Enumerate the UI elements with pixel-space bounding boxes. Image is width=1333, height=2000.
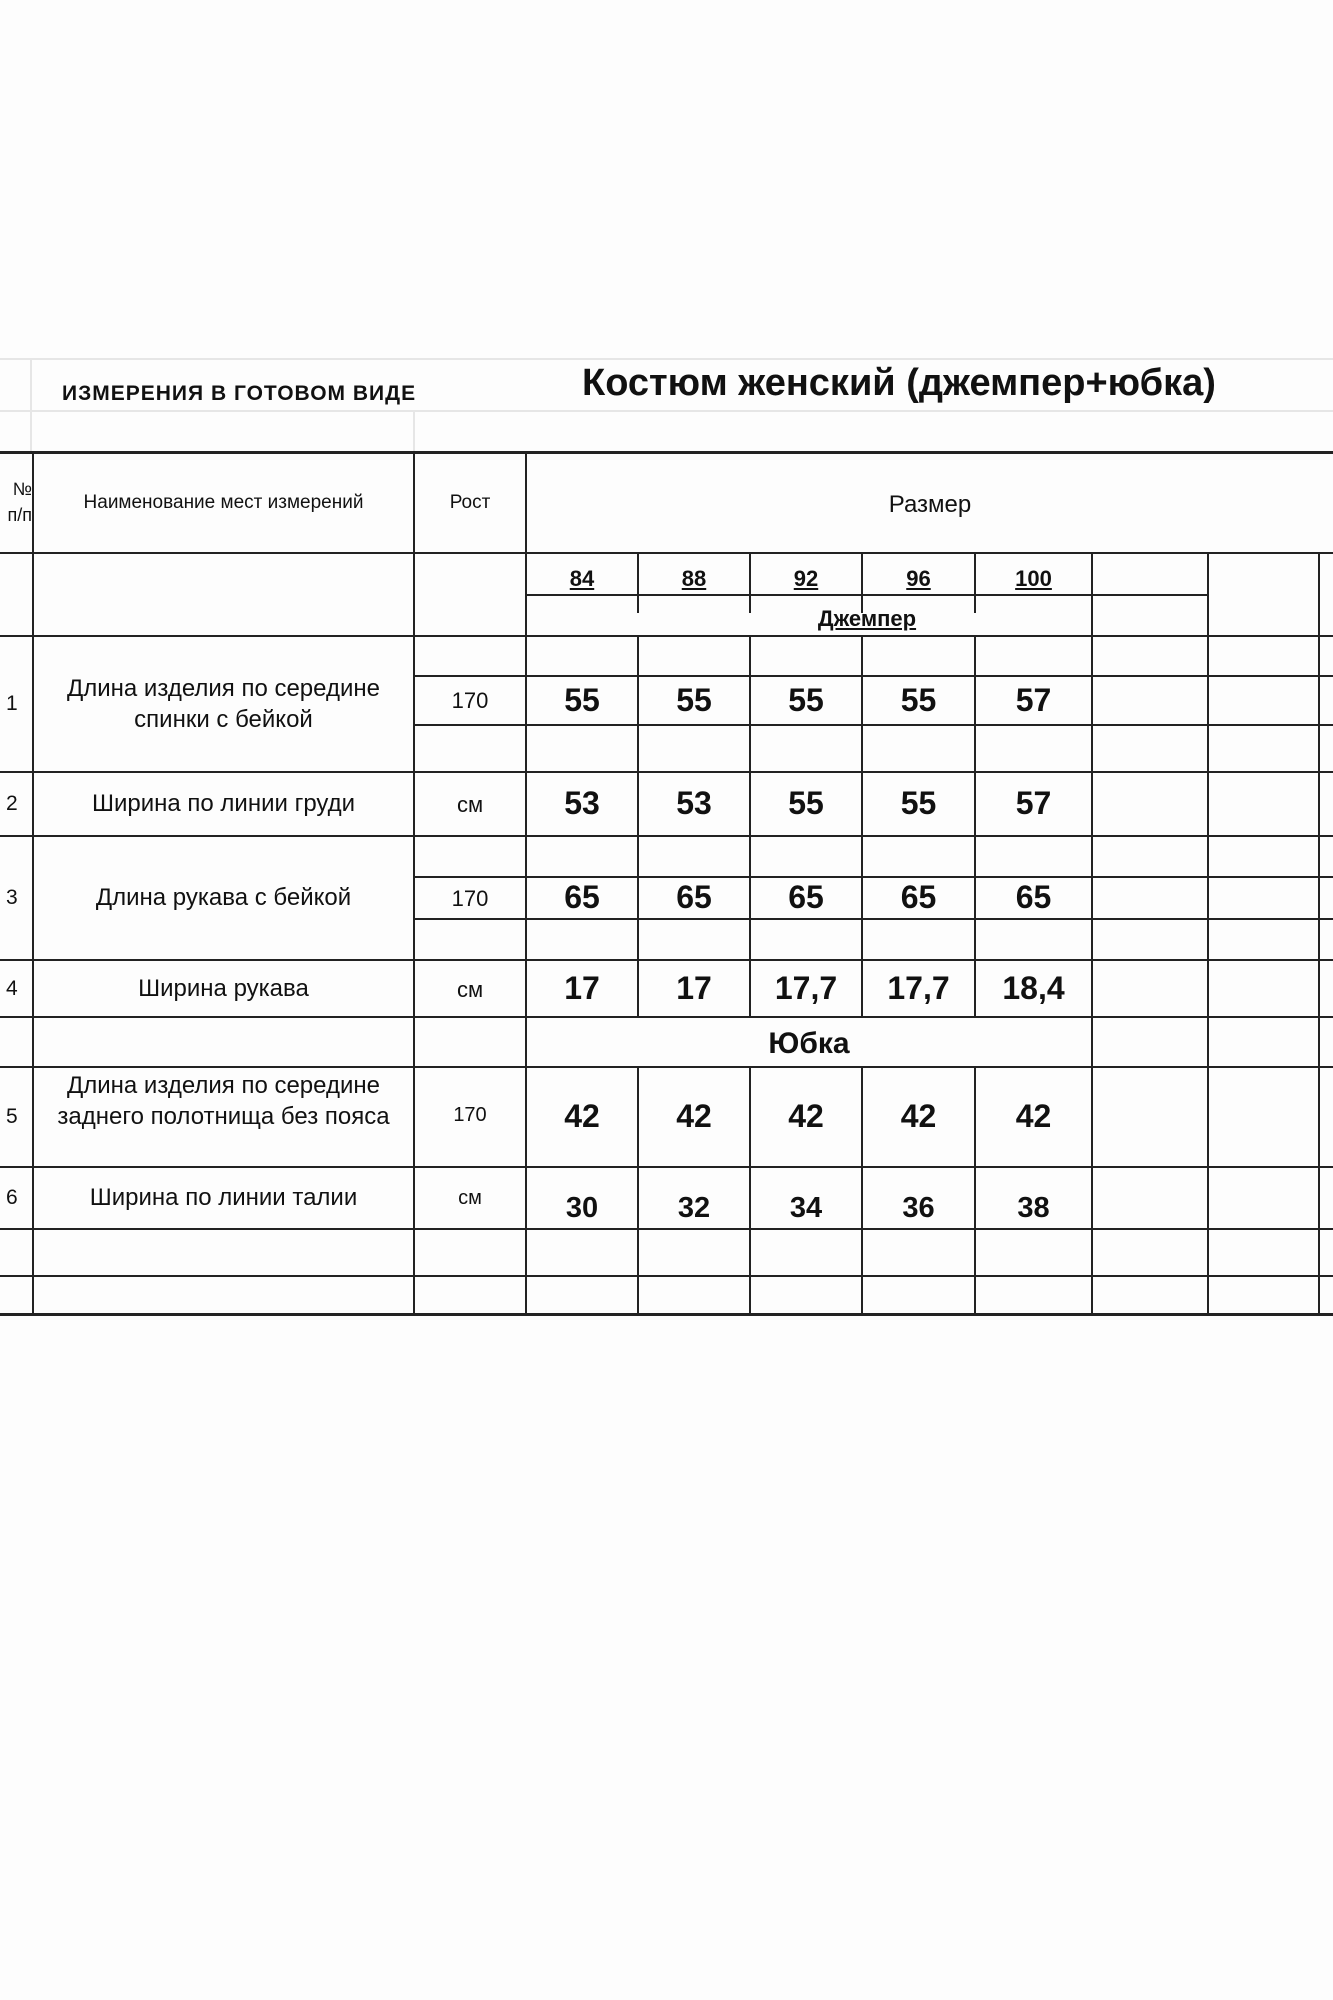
row-5-height: 170 bbox=[453, 1104, 487, 1126]
table-vline bbox=[1318, 552, 1320, 1315]
header-number-line2: п/п bbox=[7, 505, 32, 525]
row-2-value: 55 bbox=[900, 785, 937, 821]
row-3-value: 65 bbox=[788, 879, 824, 915]
row-6-value: 38 bbox=[1017, 1192, 1050, 1224]
table-hline bbox=[0, 959, 1333, 961]
row-1-name: Длина изделия по середине спинки с бейкой bbox=[67, 675, 380, 733]
row-5-number: 5 bbox=[6, 1105, 18, 1128]
row-5-value: 42 bbox=[900, 1098, 937, 1134]
table-hline bbox=[413, 918, 1333, 920]
row-3-name: Длина рукава с бейкой bbox=[95, 884, 352, 911]
row-3-value: 65 bbox=[564, 879, 600, 915]
row-5-value: 42 bbox=[564, 1098, 600, 1134]
table-vline bbox=[413, 451, 415, 1315]
table-hline bbox=[413, 675, 1333, 677]
row-5-value: 42 bbox=[788, 1098, 824, 1134]
row-6-number: 6 bbox=[6, 1186, 18, 1209]
row-3-value: 65 bbox=[676, 879, 712, 915]
table-hline bbox=[0, 1016, 1333, 1018]
sheet-gridline bbox=[30, 358, 32, 452]
row-1-number: 1 bbox=[6, 692, 18, 715]
row-6-value: 30 bbox=[565, 1192, 599, 1224]
row-2-number: 2 bbox=[6, 792, 18, 815]
section-skirt: Юбка bbox=[768, 1027, 850, 1060]
row-6-value: 32 bbox=[677, 1192, 711, 1224]
row-6-value: 34 bbox=[789, 1192, 823, 1224]
table-vline bbox=[1207, 552, 1209, 1315]
row-5-name: Длина изделия по середине заднего полотнища без пояса bbox=[57, 1072, 390, 1130]
row-1-value: 55 bbox=[900, 682, 937, 718]
row-4-value: 17 bbox=[564, 970, 600, 1006]
table-hline bbox=[413, 876, 1333, 878]
row-5-value: 42 bbox=[676, 1098, 712, 1134]
size-96-header: 96 bbox=[906, 566, 931, 591]
size-100-header: 100 bbox=[1015, 566, 1052, 591]
row-4-value: 18,4 bbox=[1002, 970, 1065, 1006]
table-hline bbox=[0, 1275, 1333, 1277]
size-92-header: 92 bbox=[793, 566, 819, 591]
row-3-height: 170 bbox=[451, 886, 489, 911]
row-2-value: 53 bbox=[564, 785, 600, 821]
size-88-header: 88 bbox=[681, 566, 707, 591]
row-1-value: 55 bbox=[564, 682, 600, 718]
row-6-name: Ширина по линии талии bbox=[89, 1184, 358, 1211]
measurements-subtitle: ИЗМЕРЕНИЯ В ГОТОВОМ ВИДЕ bbox=[62, 382, 417, 405]
row-4-value: 17 bbox=[676, 970, 712, 1006]
header-number-line1: № bbox=[12, 479, 32, 499]
row-4-value: 17,7 bbox=[774, 970, 838, 1006]
row-1-value: 55 bbox=[676, 682, 712, 718]
row-3-number: 3 bbox=[6, 886, 18, 909]
table-hline bbox=[0, 552, 1333, 554]
row-3-value: 65 bbox=[1015, 879, 1052, 915]
table-hline bbox=[0, 1166, 1333, 1168]
header-size: Размер bbox=[888, 491, 972, 518]
table-hline bbox=[0, 771, 1333, 773]
table-vline bbox=[1091, 552, 1093, 1315]
row-5-value: 42 bbox=[1015, 1098, 1052, 1134]
row-4-name: Ширина рукава bbox=[138, 975, 309, 1002]
row-4-number: 4 bbox=[6, 977, 18, 1000]
table-hline bbox=[0, 835, 1333, 837]
table-hline bbox=[525, 594, 1208, 596]
sheet-gridline bbox=[413, 410, 415, 452]
table-hline bbox=[0, 1228, 1333, 1230]
row-1-value: 57 bbox=[1015, 682, 1052, 718]
size-84-header: 84 bbox=[569, 566, 595, 591]
table-hline bbox=[0, 635, 1333, 637]
section-jumper: Джемпер bbox=[817, 606, 917, 631]
header-height: Рост bbox=[449, 492, 491, 513]
row-6-height: см bbox=[458, 1187, 482, 1209]
header-measurement-name: Наименование мест измерений bbox=[83, 492, 364, 513]
product-title: Костюм женский (джемпер+юбка) bbox=[582, 362, 1216, 404]
row-3-value: 65 bbox=[900, 879, 937, 915]
table-bottom-border bbox=[0, 1313, 1333, 1316]
row-1-height: 170 bbox=[451, 688, 489, 713]
table-hline bbox=[413, 724, 1333, 726]
table-top-border bbox=[0, 451, 1333, 454]
row-2-value: 55 bbox=[788, 785, 824, 821]
row-2-name: Ширина по линии груди bbox=[91, 790, 356, 817]
row-2-height: см bbox=[456, 792, 484, 817]
sheet-gridline bbox=[0, 358, 1333, 360]
row-2-value: 57 bbox=[1015, 785, 1052, 821]
row-4-height: см bbox=[456, 977, 484, 1002]
row-6-value: 36 bbox=[902, 1192, 935, 1224]
row-2-value: 53 bbox=[676, 785, 712, 821]
table-hline bbox=[0, 1066, 1333, 1068]
row-4-value: 17,7 bbox=[887, 970, 950, 1006]
row-1-value: 55 bbox=[788, 682, 824, 718]
sheet-gridline bbox=[0, 410, 1333, 412]
